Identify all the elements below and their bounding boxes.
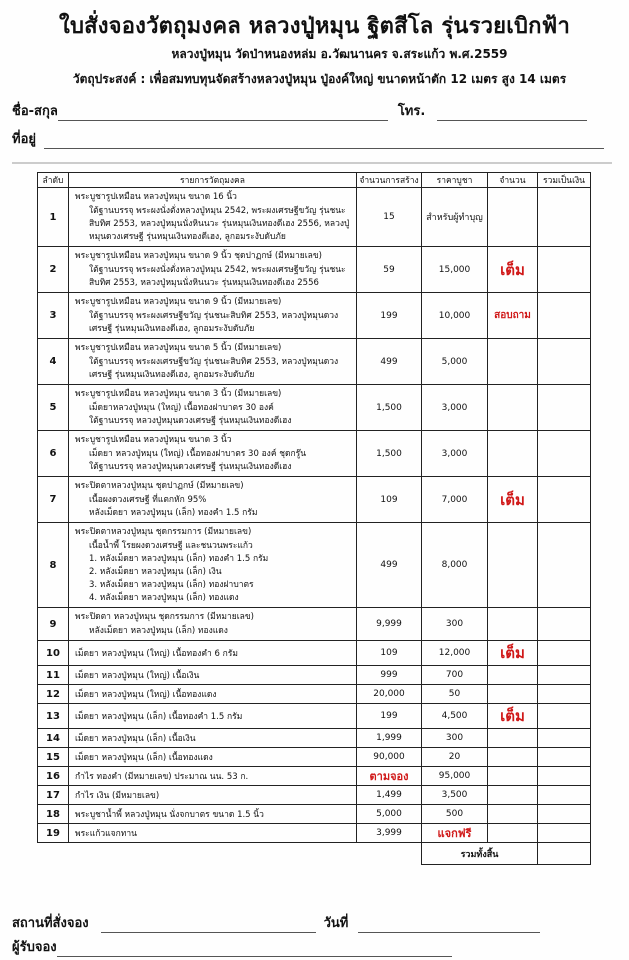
amount-field[interactable]: [488, 523, 538, 608]
item-title: เม็ดยา หลวงปู่หมุน (เล็ก) เนื้อทองคำ 1.5 กรัม: [69, 704, 357, 729]
name-phone-row: [12, 100, 587, 121]
amount-field[interactable]: เต็ม: [488, 704, 538, 729]
item-description: [69, 477, 357, 523]
price: 500: [422, 805, 488, 824]
receiver-field[interactable]: [57, 943, 452, 957]
qty-made: 499: [357, 339, 422, 385]
price: 3,500: [422, 786, 488, 805]
row-number: 2: [38, 247, 69, 293]
form-subtitle: หลวงปู่หมุน วัดป่าหนองหล่ม อ.วัฒนานคร จ.สระแก้ว พ.ศ.2559: [171, 47, 508, 61]
item-description: [69, 247, 357, 293]
table-row: [38, 385, 591, 431]
total-field[interactable]: [538, 748, 591, 767]
item-title: กำไร ทองคำ (มีหมายเลข) ประมาณ นน. 53 ก.: [69, 767, 357, 786]
total-field[interactable]: [538, 608, 591, 641]
item-detail: ใต้ฐานบรรจุ พระผงเศรษฐีขวัญ รุ่นชนะสิบทิศ 2553, หลวงปู่หมุนดวงเศรษฐี รุ่นหมุนเงินทองดีเฮง, ลูกอมระงับดับภัย: [89, 311, 339, 334]
item-detail: 4. หลังเม็ดยา หลวงปู่หมุน (เล็ก) ทองแดง: [89, 593, 239, 603]
item-detail: ใต้ฐานบรรจุ พระผงเศรษฐีขวัญ รุ่นชนะสิบทิศ 2553, หลวงปู่หมุนดวงเศรษฐี รุ่นหมุนเงินทองดีเฮง, ลูกอมระงับดับภัย: [89, 357, 339, 380]
table-row: [38, 293, 591, 339]
col-header-item: รายการวัตถุมงคล: [69, 173, 357, 188]
price: 12,000: [422, 641, 488, 666]
price: 3,000: [422, 385, 488, 431]
table-row: [38, 824, 591, 843]
price: 15,000: [422, 247, 488, 293]
row-number: 14: [38, 729, 69, 748]
item-title: พระบูชาน้ำพี้ หลวงปู่หมุน นั่งจกบาตร ขนาด 1.5 นิ้ว: [69, 805, 357, 824]
item-detail: เนื้อน้ำพี้ โรยผงดวงเศรษฐี และชนวนพระแก้ว: [89, 541, 253, 551]
item-title: พระบูชารูปเหมือน หลวงปู่หมุน ขนาด 3 นิ้ว (มีหมายเลข): [75, 389, 282, 399]
total-field[interactable]: [538, 477, 591, 523]
item-detail: เม็ดยา หลวงปู่หมุน (ใหญ่) เนื้อทองฝาบาตร 30 องค์ ชุดกรู๊น: [89, 449, 307, 459]
phone-field[interactable]: [437, 107, 587, 121]
item-title: พระบูชารูปเหมือน หลวงปู่หมุน ขนาด 9 นิ้ว ชุดปาฏกษ์ (มีหมายเลข): [75, 251, 322, 261]
amount-field[interactable]: [488, 786, 538, 805]
row-number: 16: [38, 767, 69, 786]
amount-field[interactable]: เต็ม: [488, 247, 538, 293]
table-row: [38, 666, 591, 685]
name-field[interactable]: [58, 107, 388, 121]
total-field[interactable]: [538, 805, 591, 824]
name-label: ชื่อ-สกุล: [12, 104, 58, 119]
phone-label: โทร.: [397, 104, 426, 119]
divider: [12, 162, 612, 164]
price: แจกฟรี: [422, 824, 488, 843]
row-number: 13: [38, 704, 69, 729]
qty-made: 3,999: [357, 824, 422, 843]
total-field[interactable]: [538, 641, 591, 666]
date-field[interactable]: [358, 919, 540, 933]
amount-field[interactable]: สอบถาม: [488, 293, 538, 339]
item-title: พระบูชารูปเหมือน หลวงปู่หมุน ขนาด 9 นิ้ว (มีหมายเลข): [75, 297, 282, 307]
table-header-row: [38, 173, 591, 188]
address-row: [12, 128, 604, 149]
total-field[interactable]: [538, 523, 591, 608]
qty-made: 1,500: [357, 385, 422, 431]
receiver-label: ผู้รับจอง: [12, 940, 57, 955]
item-title: พระแก้วแจกทาน: [69, 824, 357, 843]
qty-made: 109: [357, 477, 422, 523]
qty-made: ตามจอง: [357, 767, 422, 786]
qty-made: 199: [357, 704, 422, 729]
item-detail: 2. หลังเม็ดยา หลวงปู่หมุน (เล็ก) เงิน: [89, 567, 222, 577]
qty-made: 199: [357, 293, 422, 339]
item-description: [69, 523, 357, 608]
total-field[interactable]: [538, 431, 591, 477]
item-detail: ใต้ฐานบรรจุ พระผงนั่งตั่งหลวงปู่หมุน 2542, พระผงเศรษฐีขวัญ รุ่นชนะสิบทิศ 2553, หลวงปู่หมุนนั่งหินนวะ รุ่นหมุนเงินทองดีเฮง 2556: [89, 265, 346, 288]
row-number: 3: [38, 293, 69, 339]
amount-field[interactable]: [488, 188, 538, 247]
receiver-row: [12, 936, 452, 957]
table-row: [38, 767, 591, 786]
table-row: [38, 748, 591, 767]
price: 3,000: [422, 431, 488, 477]
total-field[interactable]: [538, 729, 591, 748]
date-label: วันที่: [323, 916, 349, 931]
price: 300: [422, 608, 488, 641]
table-row: [38, 608, 591, 641]
total-field[interactable]: [538, 786, 591, 805]
grand-total-row: [38, 843, 591, 865]
row-number: 12: [38, 685, 69, 704]
place-label: สถานที่สั่งจอง: [12, 916, 89, 931]
amount-field[interactable]: [488, 608, 538, 641]
qty-made: 20,000: [357, 685, 422, 704]
order-table: [37, 172, 591, 865]
item-title: กำไร เงิน (มีหมายเลข): [69, 786, 357, 805]
item-description: [69, 188, 357, 247]
row-number: 8: [38, 523, 69, 608]
item-detail: หลังเม็ดยา หลวงปู่หมุน (เล็ก) ทองแดง: [89, 626, 228, 636]
item-title: พระปิดตาหลวงปู่หมุน ชุดกรรมการ (มีหมายเลข): [75, 527, 252, 537]
row-number: 18: [38, 805, 69, 824]
price: 4,500: [422, 704, 488, 729]
row-number: 7: [38, 477, 69, 523]
col-header-no: ลำดับ: [38, 173, 69, 188]
item-title: เม็ดยา หลวงปู่หมุน (เล็ก) เนื้อเงิน: [69, 729, 357, 748]
row-number: 10: [38, 641, 69, 666]
col-header-amount: จำนวน: [488, 173, 538, 188]
total-field[interactable]: [538, 188, 591, 247]
amount-field[interactable]: [488, 339, 538, 385]
item-detail: ใต้ฐานบรรจุ พระผงนั่งตั่งหลวงปู่หมุน 2542, พระผงเศรษฐีขวัญ รุ่นชนะสิบทิศ 2553, หลวงปู่หมุนนั่งหินนวะ รุ่นหมุนเงินทองดีเฮง 2556, หลวงปู่หมุนดวงเศรษฐี รุ่นหมุนเงินทองดีเฮง, ลูกอมระงับดับภัย: [89, 206, 350, 242]
price: 20: [422, 748, 488, 767]
item-description: [69, 385, 357, 431]
table-row: [38, 704, 591, 729]
item-detail: เนื้อผงดวงเศรษฐี ที่แตกหัก 95%: [89, 495, 207, 505]
item-detail: ใต้ฐานบรรจุ หลวงปู่หมุนดวงเศรษฐี รุ่นหมุนเงินทองดีเฮง: [89, 416, 292, 426]
total-field[interactable]: [538, 247, 591, 293]
item-title: พระบูชารูปเหมือน หลวงปู่หมุน ขนาด 3 นิ้ว: [75, 435, 232, 445]
item-description: [69, 339, 357, 385]
table-row: [38, 641, 591, 666]
price: 8,000: [422, 523, 488, 608]
price: 5,000: [422, 339, 488, 385]
table-row: [38, 339, 591, 385]
col-header-total: รวมเป็นเงิน: [538, 173, 591, 188]
item-description: [69, 431, 357, 477]
item-detail: 3. หลังเม็ดยา หลวงปู่หมุน (เล็ก) ทองฝาบาตร: [89, 580, 254, 590]
row-number: 9: [38, 608, 69, 641]
amount-field[interactable]: [488, 748, 538, 767]
item-title: พระบูชารูปเหมือน หลวงปู่หมุน ขนาด 16 นิ้ว: [75, 192, 237, 202]
amount-field[interactable]: เต็ม: [488, 641, 538, 666]
item-title: พระปิดตาหลวงปู่หมุน ชุดปาฏกษ์ (มีหมายเลข): [75, 481, 244, 491]
row-number: 1: [38, 188, 69, 247]
price: 300: [422, 729, 488, 748]
qty-made: 1,999: [357, 729, 422, 748]
form-purpose: วัตถุประสงค์ : เพื่อสมทบทุนจัดสร้างหลวงปู่หมุน ปู่องค์ใหญ่ ขนาดหน้าตัก 12 เมตร สูง 14 เมตร: [72, 72, 567, 86]
row-number: 5: [38, 385, 69, 431]
qty-made: 9,999: [357, 608, 422, 641]
place-field[interactable]: [101, 919, 316, 933]
qty-made: 999: [357, 666, 422, 685]
table-row: [38, 805, 591, 824]
total-field[interactable]: [538, 685, 591, 704]
total-field[interactable]: [538, 385, 591, 431]
table-row: [38, 523, 591, 608]
col-header-qty-made: จำนวนการสร้าง: [357, 173, 422, 188]
item-description: [69, 293, 357, 339]
price: สำหรับผู้ทำบุญ: [422, 188, 488, 247]
item-detail: หลังเม็ดยา หลวงปู่หมุน (เล็ก) ทองคำ 1.5 กรัม: [89, 508, 258, 518]
row-number: 17: [38, 786, 69, 805]
price: 700: [422, 666, 488, 685]
price: 95,000: [422, 767, 488, 786]
price: 10,000: [422, 293, 488, 339]
row-number: 15: [38, 748, 69, 767]
item-title: เม็ดยา หลวงปู่หมุน (ใหญ่) เนื้อทองคำ 6 กรัม: [69, 641, 357, 666]
amount-field[interactable]: [488, 666, 538, 685]
amount-field[interactable]: [488, 805, 538, 824]
item-description: [69, 608, 357, 641]
item-title: เม็ดยา หลวงปู่หมุน (ใหญ่) เนื้อเงิน: [69, 666, 357, 685]
price: 50: [422, 685, 488, 704]
table-row: [38, 786, 591, 805]
qty-made: 1,500: [357, 431, 422, 477]
qty-made: 1,499: [357, 786, 422, 805]
table-row: [38, 247, 591, 293]
item-title: พระปิดตา หลวงปู่หมุน ชุดกรรมการ (มีหมายเลข): [75, 612, 254, 622]
amount-field[interactable]: [488, 824, 538, 843]
amount-field[interactable]: [488, 729, 538, 748]
address-field[interactable]: [44, 135, 604, 149]
qty-made: 5,000: [357, 805, 422, 824]
total-field[interactable]: [538, 767, 591, 786]
grand-total-value[interactable]: [538, 843, 591, 865]
table-row: [38, 188, 591, 247]
qty-made: 15: [357, 188, 422, 247]
item-detail: เม็ดยาหลวงปู่หมุน (ใหญ่) เนื้อทองฝาบาตร 30 องค์: [89, 403, 274, 413]
price: 7,000: [422, 477, 488, 523]
amount-field[interactable]: [488, 767, 538, 786]
place-date-row: [12, 912, 540, 933]
row-number: 6: [38, 431, 69, 477]
total-field[interactable]: [538, 704, 591, 729]
item-detail: 1. หลังเม็ดยา หลวงปู่หมุน (เล็ก) ทองคำ 1.5 กรัม: [89, 554, 269, 564]
form-title: ใบสั่งจองวัตถุมงคล หลวงปู่หมุน ฐิตสีโล รุ่นรวยเบิกฟ้า: [59, 14, 570, 39]
qty-made: 109: [357, 641, 422, 666]
table-row: [38, 729, 591, 748]
table-row: [38, 477, 591, 523]
qty-made: 499: [357, 523, 422, 608]
grand-total-label: รวมทั้งสิ้น: [422, 843, 538, 865]
amount-field[interactable]: เต็ม: [488, 477, 538, 523]
amount-field[interactable]: [488, 385, 538, 431]
item-title: เม็ดยา หลวงปู่หมุน (ใหญ่) เนื้อทองแดง: [69, 685, 357, 704]
item-title: เม็ดยา หลวงปู่หมุน (เล็ก) เนื้อทองแดง: [69, 748, 357, 767]
row-number: 19: [38, 824, 69, 843]
address-label: ที่อยู่: [12, 132, 36, 147]
total-field[interactable]: [538, 824, 591, 843]
qty-made: 59: [357, 247, 422, 293]
item-detail: ใต้ฐานบรรจุ หลวงปู่หมุนดวงเศรษฐี รุ่นหมุนเงินทองดีเฮง: [89, 462, 292, 472]
table-row: [38, 431, 591, 477]
total-field[interactable]: [538, 293, 591, 339]
qty-made: 90,000: [357, 748, 422, 767]
col-header-price: ราคาบูชา: [422, 173, 488, 188]
total-field[interactable]: [538, 666, 591, 685]
amount-field[interactable]: [488, 685, 538, 704]
item-title: พระบูชารูปเหมือน หลวงปู่หมุน ขนาด 5 นิ้ว (มีหมายเลข): [75, 343, 282, 353]
row-number: 11: [38, 666, 69, 685]
total-field[interactable]: [538, 339, 591, 385]
amount-field[interactable]: [488, 431, 538, 477]
row-number: 4: [38, 339, 69, 385]
table-row: [38, 685, 591, 704]
